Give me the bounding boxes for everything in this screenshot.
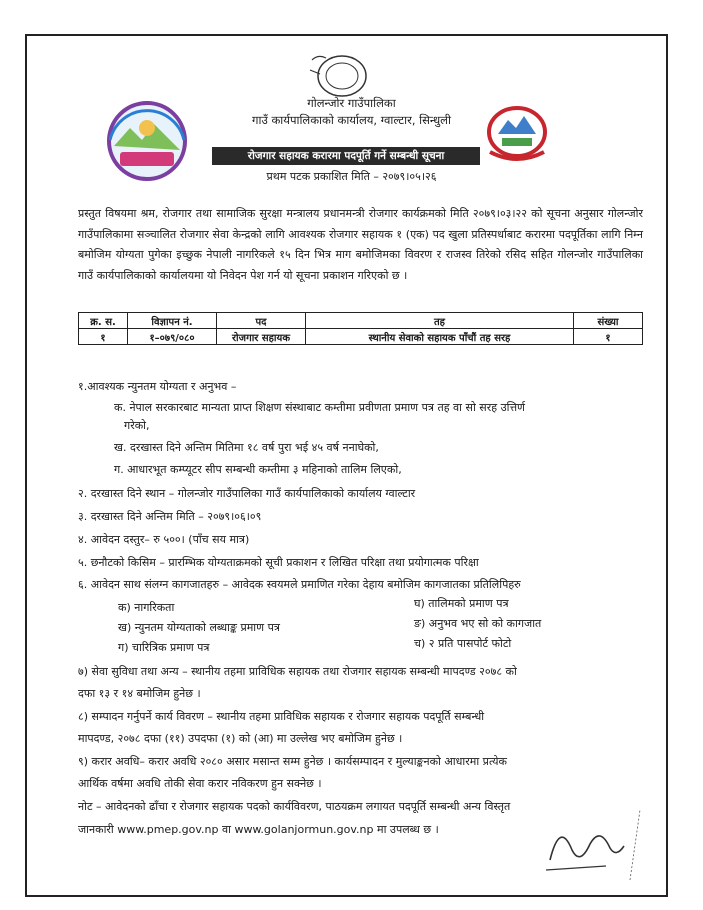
col-header-level: तह <box>306 313 574 329</box>
col-header-post: पद <box>217 313 306 329</box>
qualification-kha: ख. दरखास्त दिने अन्तिम मितिमा १८ वर्ष पुरा भई ४५ वर्ष ननाघेको, <box>114 441 379 454</box>
table-header-row <box>79 313 643 329</box>
section-5: ५. छनौटको किसिम – प्रारम्भिक योग्यताक्रमको सूची प्रकाशन र लिखित परिक्षा तथा प्रयोगात्मक परिक्षा <box>78 556 479 569</box>
section-1-title: १.आवश्यक न्युनतम योग्यता र अनुभव – <box>78 380 237 393</box>
doc-nga: ङ) अनुभव भए सो को कागजात <box>414 617 542 630</box>
intro-paragraph: प्रस्तुत विषयमा श्रम, रोजगार तथा सामाजिक सुरक्षा मन्त्रालय प्रधानमन्त्री रोजगार कार्यक्रमको मिति २०७९।०३।२२ को सूचना अनुसार गोलन्जोर गाउँपालिकामा सञ्चालित रोजगार सेवा केन्द्रको लागि आवश्यक रोजगार सहायक १ (एक) पद खुला प्रतिस्पर्धाबाट करारमा पदपूर्तिका लागि निम्न बमोजिम योग्यता पुगेका इच्छुक नेपाली नागरिकले १५ दिन भित्र माग बमोजिमका विवरण र राजस्व तिरेको रसिद सहित गोलन्जोर गाउँपालिका गाउँ कार्यपालिकाको कार्यालयमा यो निवेदन पेश गर्न यो सूचना प्रकाशन गरिएको छ । <box>78 207 643 282</box>
vacancy-table <box>78 312 643 345</box>
section-9-line1: ९) करार अवधि– करार अवधि २०८० असार मसान्त सम्म हुनेछ । कार्यसम्पादन र मुल्याङ्कनको आधारमा प्रत्येक <box>78 755 507 768</box>
cell-ad-no: १–०७९/०८० <box>128 329 217 345</box>
section-3: ३. दरखास्त दिने अन्तिम मिति – २०७९।०६।०९ <box>78 510 262 523</box>
cell-level: स्थानीय सेवाको सहायक पाँचौं तह सरह <box>306 329 574 345</box>
doc-ga: ग) चारित्रिक प्रमाण पत्र <box>118 641 210 654</box>
section-7-line2: दफा १३ र १४ बमोजिम हुनेछ । <box>78 687 201 700</box>
qualification-ga: ग. आधारभूत कम्प्यूटर सीप सम्बन्धी कम्तीमा ३ महिनाको तालिम लिएको, <box>114 463 402 476</box>
doc-ka: क) नागरिकता <box>118 601 175 614</box>
qualification-ka: क. नेपाल सरकारबाट मान्यता प्राप्त शिक्षण संस्थाबाट कम्तीमा प्रवीणता प्रमाण पत्र तह वा सो सरह उत्तिर्ण <box>114 401 526 414</box>
table-row <box>79 329 643 345</box>
section-7-line1: ७) सेवा सुविधा तथा अन्य – स्थानीय तहमा प्राविधिक सहायक तथा रोजगार सहायक सम्बन्धी मापदण्ड २०७८ को <box>78 665 517 678</box>
doc-gha: घ) तालिमको प्रमाण पत्र <box>414 597 509 610</box>
signature-icon <box>540 800 650 890</box>
section-8-line1: ८) सम्पादन गर्नुपर्ने कार्य विवरण – स्थानीय तहमा प्राविधिक सहायक र रोजगार सहायक पदपूर्ति सम्बन्धी <box>78 710 485 723</box>
qualification-ka-cont: गरेको, <box>124 419 150 432</box>
cell-serial: १ <box>79 329 128 345</box>
col-header-serial: क्र. स. <box>79 313 128 329</box>
cell-count: १ <box>574 329 643 345</box>
municipality-name: गोलन्जोर गाउँपालिका <box>307 96 396 110</box>
section-8-line2: मापदण्ड, २०७८ दफा (११) उपदफा (१) को (आ) मा उल्लेख भए बमोजिम हुनेछ । <box>78 732 403 745</box>
notice-title: रोजगार सहायक करारमा पदपूर्ति गर्ने सम्बन्धी सूचना <box>212 147 480 165</box>
doc-cha: च) २ प्रति पासपोर्ट फोटो <box>414 637 512 650</box>
note-line1: नोट – आवेदनको ढाँचा र रोजगार सहायक पदको कार्यविवरण, पाठयक्रम लगायत पदपूर्ति सम्बन्धी अन्य विस्तृत <box>78 800 511 813</box>
section-9-line2: आर्थिक वर्षमा अवधि तोकी सेवा करार नविकरण हुन सक्नेछ । <box>78 777 322 790</box>
section-4: ४. आवेदन दस्तुर– रु ५००। (पाँच सय मात्र) <box>78 533 250 546</box>
section-6: ६. आवेदन साथ संलग्न कागजातहरु – आवेदक स्वयमले प्रमाणित गरेका देहाय बमोजिम कागजातका प्रतिलिपिहरु <box>78 578 521 591</box>
published-date: प्रथम पटक प्रकाशित मिति – २०७९।०५।२६ <box>266 170 437 183</box>
section-2: २. दरखास्त दिने स्थान – गोलन्जोर गाउँपालिका गाउँ कार्यपालिकाको कार्यालय ग्वाल्टार <box>78 487 416 500</box>
cell-post: रोजगार सहायक <box>217 329 306 345</box>
col-header-ad-no: विज्ञापन नं. <box>128 313 217 329</box>
office-name: गाउँ कार्यपालिकाको कार्यालय, ग्वाल्टार, सिन्धुली <box>252 113 451 127</box>
col-header-count: संख्या <box>574 313 643 329</box>
doc-kha: ख) न्युनतम योग्यताको लब्धाङ्क प्रमाण पत्र <box>118 621 280 634</box>
note-line2: जानकारी www.pmep.gov.np वा www.golanjormun.gov.np मा उपलब्ध छ । <box>78 823 439 836</box>
